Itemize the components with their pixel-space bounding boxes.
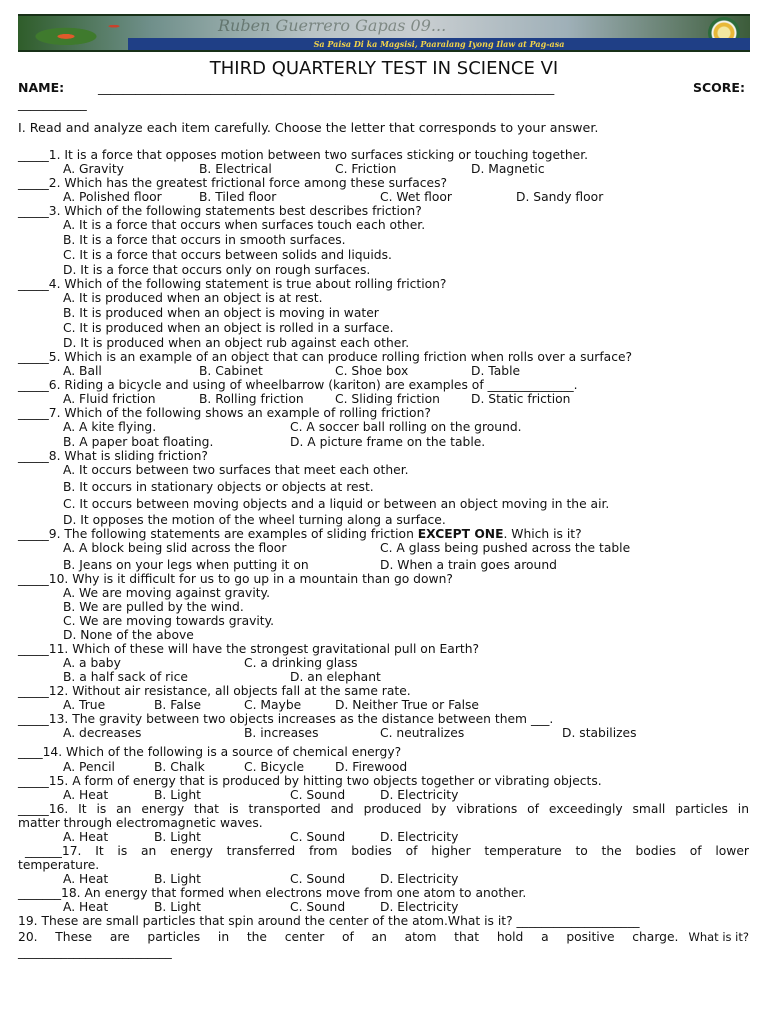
option[interactable]: B. Electrical [199, 162, 272, 176]
option[interactable]: C. We are moving towards gravity. [63, 614, 275, 628]
question-19: 19. These are small particles that spin around the center of the atom.What is it? ____________________ [18, 914, 640, 928]
option[interactable]: B. It occurs in stationary objects or objects at rest. [63, 480, 374, 494]
option[interactable]: B. Cabinet [199, 364, 263, 378]
question-9-emphasis: EXCEPT ONE [417, 527, 504, 541]
option[interactable]: D. It is a force that occurs only on rough surfaces. [63, 263, 371, 277]
question-3: _____3. Which of the following statements best describes friction? [18, 204, 422, 218]
question-16: _____16. It is an energy that is transported and produced by vibrations of exceedingly small particles in [18, 802, 749, 816]
question-14: ____14. Which of the following is a source of chemical energy? [18, 745, 402, 759]
option[interactable]: A. Ball [63, 364, 102, 378]
option[interactable]: B. Light [154, 900, 201, 914]
option[interactable]: A. Gravity [63, 162, 124, 176]
option[interactable]: C. Sound [290, 788, 346, 802]
question-9-text: _____9. The following statements are examples of sliding friction [18, 527, 418, 541]
question-20-answer-line[interactable]: _________________________ [18, 945, 172, 959]
option[interactable]: B. It is produced when an object is moving in water [63, 306, 379, 320]
option[interactable]: C. It is a force that occurs between solids and liquids. [63, 248, 392, 262]
question-18: _______18. An energy that formed when electrons move from one atom to another. [18, 886, 527, 900]
option[interactable]: D. Static friction [471, 392, 571, 406]
banner-motto: Sa Paisa Di ka Magsisi, Paaralang Iyong Ilaw at Pag-asa [313, 39, 565, 49]
option[interactable]: A. We are moving against gravity. [63, 586, 270, 600]
option[interactable]: A. decreases [63, 726, 142, 740]
question-9-text-end: . Which is it? [503, 527, 582, 541]
option[interactable]: B. a half sack of rice [63, 670, 188, 684]
option[interactable]: C. Maybe [244, 698, 302, 712]
option[interactable]: A. It is a force that occurs when surfaces touch each other. [63, 218, 426, 232]
option[interactable]: B. Light [154, 830, 201, 844]
question-4: _____4. Which of the following statement is true about rolling friction? [18, 277, 447, 291]
option[interactable]: B. False [154, 698, 202, 712]
option[interactable]: A. Fluid friction [63, 392, 156, 406]
option[interactable]: B. Tiled floor [199, 190, 277, 204]
question-17: ______17. It is an energy transferred from bodies of higher temperature to the bodies of lower [25, 844, 749, 858]
school-logo-left [18, 16, 138, 50]
option[interactable]: C. It occurs between moving objects and a liquid or between an object moving in the air. [63, 497, 610, 511]
option[interactable]: D. None of the above [63, 628, 194, 642]
question-12: _____12. Without air resistance, all objects fall at the same rate. [18, 684, 411, 698]
question-20 [18, 930, 749, 944]
option[interactable]: A. Heat [63, 900, 109, 914]
option[interactable]: A. A kite flying. [63, 420, 157, 434]
option[interactable]: D. Sandy floor [516, 190, 604, 204]
banner-motto-strip [128, 38, 750, 50]
option[interactable]: A. Pencil [63, 760, 115, 774]
option[interactable]: D. Electricity [380, 872, 459, 886]
name-field[interactable]: _________________________________________________________________________ [98, 80, 555, 95]
question-1: _____1. It is a force that opposes motion between two surfaces sticking or touching together. [18, 148, 589, 162]
option[interactable]: A. It occurs between two surfaces that meet each other. [63, 463, 409, 477]
question-16-cont: matter through electromagnetic waves. [18, 816, 263, 830]
option[interactable]: A. a baby [63, 656, 121, 670]
option[interactable]: D. Firewood [335, 760, 408, 774]
question-13: _____13. The gravity between two objects increases as the distance between them ___. [18, 712, 554, 726]
option[interactable]: A. Heat [63, 788, 109, 802]
option[interactable]: C. Sound [290, 830, 346, 844]
option[interactable]: D. Table [471, 364, 521, 378]
question-2: _____2. Which has the greatest frictional force among these surfaces? [18, 176, 448, 190]
option[interactable]: C. Bicycle [244, 760, 305, 774]
instructions: I. Read and analyze each item carefully. Choose the letter that corresponds to your answer. [18, 120, 599, 135]
question-20-text: 20. These are particles in the center of an atom that hold a positive charge. [18, 930, 679, 944]
option[interactable]: C. Sliding friction [335, 392, 440, 406]
question-5: _____5. Which is an example of an object that can produce rolling friction when rolls over a surface? [18, 350, 633, 364]
option[interactable]: A. It is produced when an object is at rest. [63, 291, 323, 305]
option[interactable]: D. A picture frame on the table. [290, 435, 486, 449]
option[interactable]: C. It is produced when an object is rolled in a surface. [63, 321, 394, 335]
option[interactable]: B. We are pulled by the wind. [63, 600, 244, 614]
option[interactable]: D. When a train goes around [380, 558, 557, 572]
option[interactable]: C. Sound [290, 872, 346, 886]
question-15: _____15. A form of energy that is produced by hitting two objects together or vibrating objects. [18, 774, 602, 788]
option[interactable]: D. It is produced when an object rub against each other. [63, 336, 410, 350]
score-label: SCORE: [693, 80, 745, 95]
option[interactable]: B. Chalk [154, 760, 205, 774]
school-banner [18, 14, 750, 52]
banner-handwriting: Ruben Guerrero Gapas 09... [218, 16, 447, 35]
option[interactable]: A. Heat [63, 872, 109, 886]
option[interactable]: A. A block being slid across the floor [63, 541, 287, 555]
question-6: _____6. Riding a bicycle and using of wheelbarrow (kariton) are examples of ______________. [18, 378, 578, 392]
option[interactable]: A. Heat [63, 830, 109, 844]
option[interactable]: D. Neither True or False [335, 698, 479, 712]
option[interactable]: D. It opposes the motion of the wheel turning along a surface. [63, 513, 446, 527]
option[interactable]: B. Rolling friction [199, 392, 304, 406]
score-field[interactable]: ___________ [18, 96, 87, 111]
option[interactable]: C. A glass being pushed across the table [380, 541, 631, 555]
option[interactable]: D. an elephant [290, 670, 381, 684]
option[interactable]: B. Light [154, 788, 201, 802]
question-11: _____11. Which of these will have the strongest gravitational pull on Earth? [18, 642, 480, 656]
option[interactable]: B. increases [244, 726, 319, 740]
option[interactable]: D. Electricity [380, 900, 459, 914]
option[interactable]: C. Shoe box [335, 364, 409, 378]
option[interactable]: B. Jeans on your legs when putting it on [63, 558, 309, 572]
option[interactable]: C. A soccer ball rolling on the ground. [290, 420, 522, 434]
question-7: _____7. Which of the following shows an example of rolling friction? [18, 406, 431, 420]
option[interactable]: B. Light [154, 872, 201, 886]
option[interactable]: D. stabilizes [562, 726, 637, 740]
question-17-cont: temperature. [18, 858, 100, 872]
option[interactable]: D. Electricity [380, 788, 459, 802]
option[interactable]: B. A paper boat floating. [63, 435, 214, 449]
option[interactable]: C. Friction [335, 162, 397, 176]
option[interactable]: C. Wet floor [380, 190, 452, 204]
question-20-suffix: What is it? [688, 930, 749, 944]
question-9 [18, 527, 582, 541]
name-label: NAME: [18, 80, 65, 95]
option[interactable]: B. It is a force that occurs in smooth surfaces. [63, 233, 346, 247]
question-8: _____8. What is sliding friction? [18, 449, 208, 463]
option[interactable]: C. Sound [290, 900, 346, 914]
option[interactable]: D. Electricity [380, 830, 459, 844]
question-10: _____10. Why is it difficult for us to go up in a mountain than go down? [18, 572, 453, 586]
option[interactable]: C. neutralizes [380, 726, 465, 740]
option[interactable]: D. Magnetic [471, 162, 545, 176]
option[interactable]: A. Polished floor [63, 190, 162, 204]
option[interactable]: A. True [63, 698, 106, 712]
option[interactable]: C. a drinking glass [244, 656, 358, 670]
page-title: THIRD QUARTERLY TEST IN SCIENCE VI [209, 58, 559, 79]
